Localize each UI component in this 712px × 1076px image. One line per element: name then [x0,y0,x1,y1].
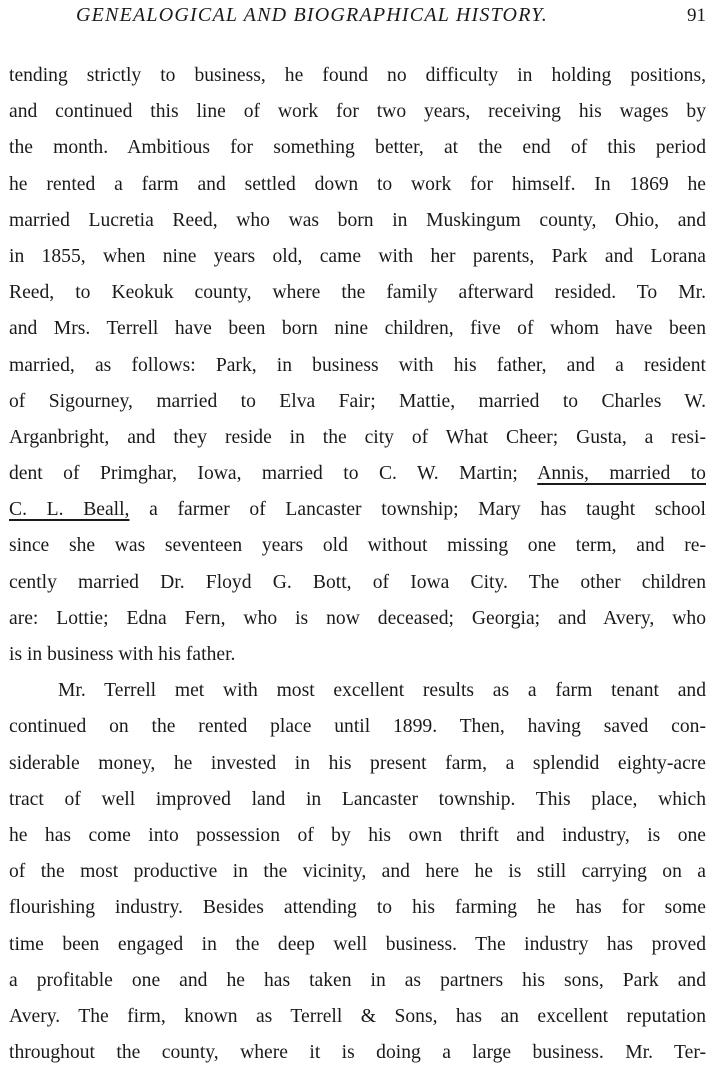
text-line: flourishing industry. Besides attending to his farming he has for some [9,897,706,919]
underlined-annotation: C. L. Beall, [9,499,130,521]
text-segment: dent of Primghar, Iowa, married to C. W. Martin; [9,463,538,485]
text-line: he rented a farm and settled down to work for himself. In 1869 he [9,173,706,195]
running-header [0,4,712,30]
text-line: cently married Dr. Floyd G. Bott, of Iowa City. The other children [9,571,706,593]
text-line: tract of well improved land in Lancaster township. This place, which [9,788,706,810]
text-line: in 1855, when nine years old, came with her parents, Park and Lorana [9,245,706,267]
text-line: Avery. The firm, known as Terrell & Sons, has an excellent reputation [9,1005,706,1027]
text-line: time been engaged in the deep well business. The industry has proved [9,933,706,955]
underlined-annotation: Annis, married to [537,463,706,485]
text-line: are: Lottie; Edna Fern, who is now deceased; Georgia; and Avery, who [9,607,706,629]
text-line: Reed, to Keokuk county, where the family afterward resided. To Mr. [9,282,706,304]
text-line: and continued this line of work for two years, receiving his wages by [9,101,706,123]
text-line: since she was seventeen years old without missing one term, and re- [9,535,706,557]
text-line: tending strictly to business, he found no difficulty in holding positions, [9,65,706,86]
text-line: continued on the rented place until 1899. Then, having saved con- [9,716,706,738]
text-line: a profitable one and he has taken in as partners his sons, Park and [9,969,706,991]
running-header-title: GENEALOGICAL AND BIOGRAPHICAL HISTORY. [76,4,548,26]
text-line: siderable money, he invested in his present farm, a splendid eighty-acre [9,752,706,774]
paragraph-end-line: is in business with his father. [9,644,236,665]
text-line: married, as follows: Park, in business with his father, and a resident [9,354,706,376]
text-segment: a farmer of Lancaster township; Mary has taught school [129,499,706,521]
text-line: Arganbright, and they reside in the city of What Cheer; Gusta, a resi- [9,426,706,448]
text-line: he has come into possession of by his own thrift and industry, is one [9,824,706,846]
page-number: 91 [687,5,706,26]
text-line: and Mrs. Terrell have been born nine children, five of whom have been [9,318,706,340]
text-line: of Sigourney, married to Elva Fair; Mattie, married to Charles W. [9,390,706,412]
text-line-with-underline [9,492,706,528]
paragraph-start-line: Mr. Terrell met with most excellent results as a farm tenant and [58,680,706,702]
text-line: of the most productive in the vicinity, and here he is still carrying on a [9,861,706,883]
text-line: married Lucretia Reed, who was born in Muskingum county, Ohio, and [9,209,706,231]
text-line: the month. Ambitious for something better, at the end of this period [9,137,706,159]
body-text [9,58,706,1071]
text-line-with-underline [9,456,706,492]
text-line: throughout the county, where it is doing a large business. Mr. Ter- [9,1042,706,1064]
